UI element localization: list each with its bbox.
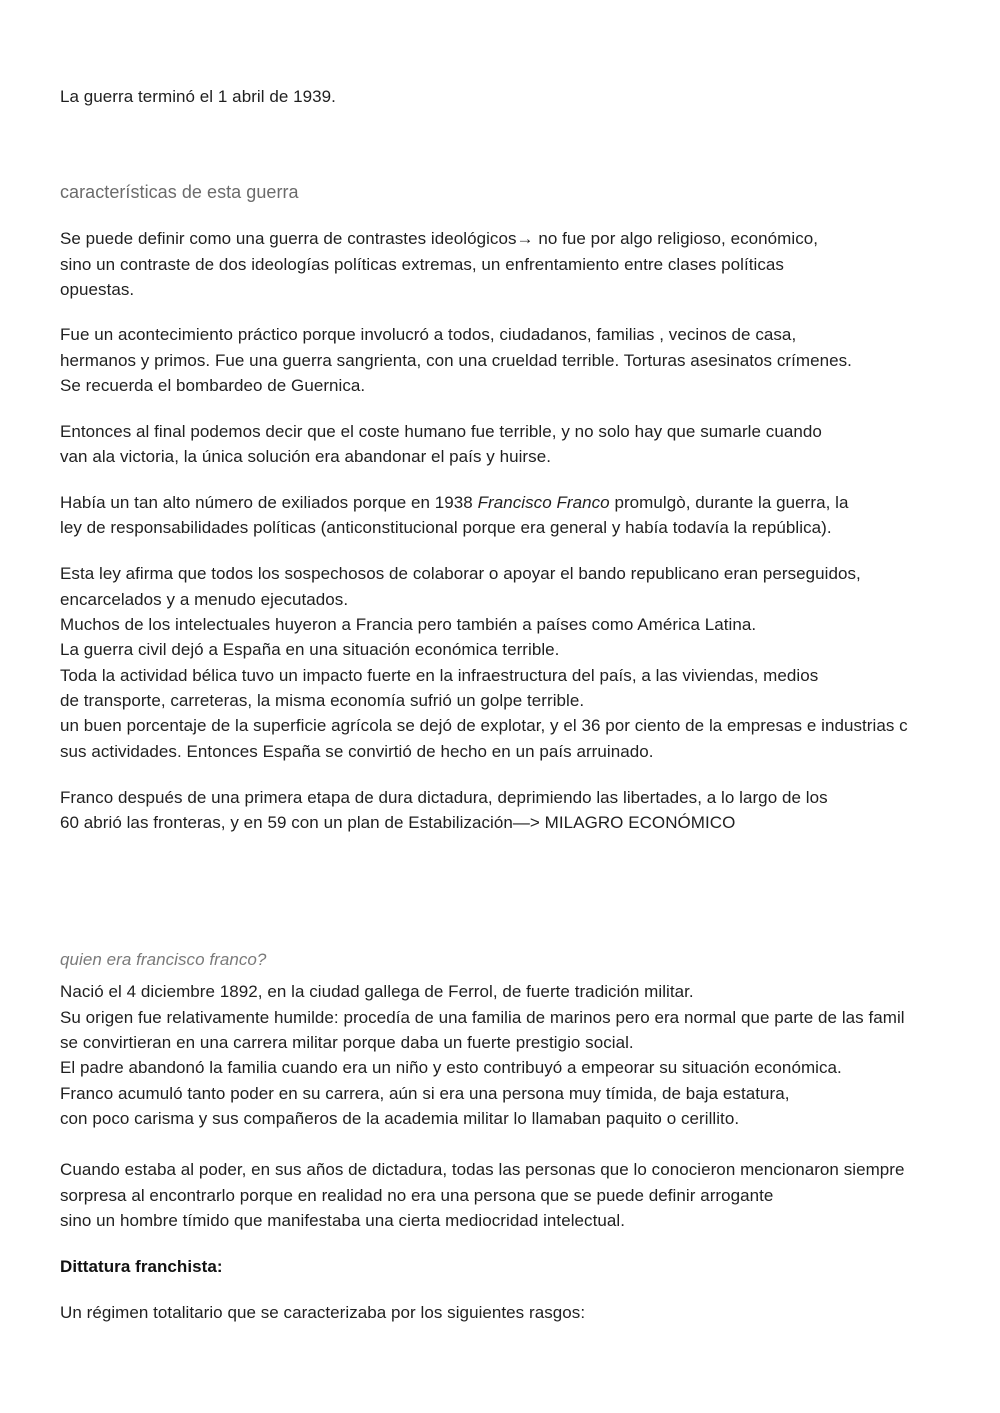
paragraph-line-mixed xyxy=(60,492,848,514)
paragraph-line: sorpresa al encontrarlo porque en realidad no era una persona que se puede definir arrogante xyxy=(60,1186,774,1205)
paragraph-line: sus actividades. Entonces España se convirtió de hecho en un país arruinado. xyxy=(60,742,654,761)
section-heading-franco: quien era francisco franco? xyxy=(60,950,267,969)
paragraph-line: Un régimen totalitario que se caracterizaba por los siguientes rasgos: xyxy=(60,1303,586,1322)
paragraph-line: hermanos y primos. Fue una guerra sangrienta, con una crueldad terrible. Torturas asesinatos crímenes. xyxy=(60,351,852,370)
paragraph-line: un buen porcentaje de la superficie agrícola se dejó de explotar, y el 36 por ciento de la empresas e industrias c xyxy=(60,716,908,735)
paragraph-line: Se puede definir como una guerra de contrastes ideológicos→ no fue por algo religioso, económico, xyxy=(60,229,819,248)
paragraph-line: ley de responsabilidades políticas (anticonstitucional porque era general y había todavía la república). xyxy=(60,518,832,537)
paragraph-line: se convirtieran en una carrera militar porque daba un fuerte prestigio social. xyxy=(60,1033,634,1052)
text-run: promulgò, durante la guerra, la xyxy=(609,493,849,512)
paragraph-line: encarcelados y a menudo ejecutados. xyxy=(60,590,349,609)
paragraph-line: Muchos de los intelectuales huyeron a Francia pero también a países como América Latina. xyxy=(60,615,757,634)
paragraph-line: sino un contraste de dos ideologías políticas extremas, un enfrentamiento entre clases políticas xyxy=(60,255,784,274)
paragraph-line: Nació el 4 diciembre 1892, en la ciudad gallega de Ferrol, de fuerte tradición militar. xyxy=(60,982,694,1001)
paragraph-line: Toda la actividad bélica tuvo un impacto fuerte en la infraestructura del país, a las viviendas, medios xyxy=(60,666,819,685)
paragraph-line: opuestas. xyxy=(60,280,135,299)
section-heading-caracteristicas: características de esta guerra xyxy=(60,182,299,202)
paragraph-line: con poco carisma y sus compañeros de la academia militar lo llamaban paquito o cerillito. xyxy=(60,1109,740,1128)
paragraph-line: La guerra civil dejó a España en una situación económica terrible. xyxy=(60,640,560,659)
paragraph-line: Su origen fue relativamente humilde: procedía de una familia de marinos pero era normal que parte de las famil xyxy=(60,1008,905,1027)
paragraph-line: Esta ley afirma que todos los sospechosos de colaborar o apoyar el bando republicano eran perseguidos, xyxy=(60,564,861,583)
paragraph-line: Franco acumuló tanto poder en su carrera, aún si era una persona muy tímida, de baja estatura, xyxy=(60,1084,790,1103)
paragraph-line: 60 abrió las fronteras, y en 59 con un plan de Estabilización—> MILAGRO ECONÓMICO xyxy=(60,813,736,832)
paragraph-line: Entonces al final podemos decir que el coste humano fue terrible, y no solo hay que sumarle cuando xyxy=(60,422,822,441)
paragraph-line: Cuando estaba al poder, en sus años de dictadura, todas las personas que lo conocieron mencionaron siempre xyxy=(60,1160,905,1179)
paragraph-line: de transporte, carreteras, la misma economía sufrió un golpe terrible. xyxy=(60,691,585,710)
text-run: Había un tan alto número de exiliados porque en 1938 xyxy=(60,493,478,512)
paragraph-line: Franco después de una primera etapa de dura dictadura, deprimiendo las libertades, a lo largo de los xyxy=(60,788,828,807)
paragraph-line: Se recuerda el bombardeo de Guernica. xyxy=(60,376,366,395)
italic-name: Francisco Franco xyxy=(477,493,610,512)
paragraph-line: El padre abandonó la familia cuando era un niño y esto contribuyó a empeorar su situación económica. xyxy=(60,1058,842,1077)
paragraph-line: Fue un acontecimiento práctico porque involucró a todos, ciudadanos, familias , vecinos de casa, xyxy=(60,325,797,344)
intro-line: La guerra terminó el 1 abril de 1939. xyxy=(60,87,336,106)
section-heading-dittatura: Dittatura franchista: xyxy=(60,1257,223,1276)
paragraph-line: sino un hombre tímido que manifestaba una cierta mediocridad intelectual. xyxy=(60,1211,625,1230)
paragraph-line: van ala victoria, la única solución era abandonar el país y huirse. xyxy=(60,447,551,466)
